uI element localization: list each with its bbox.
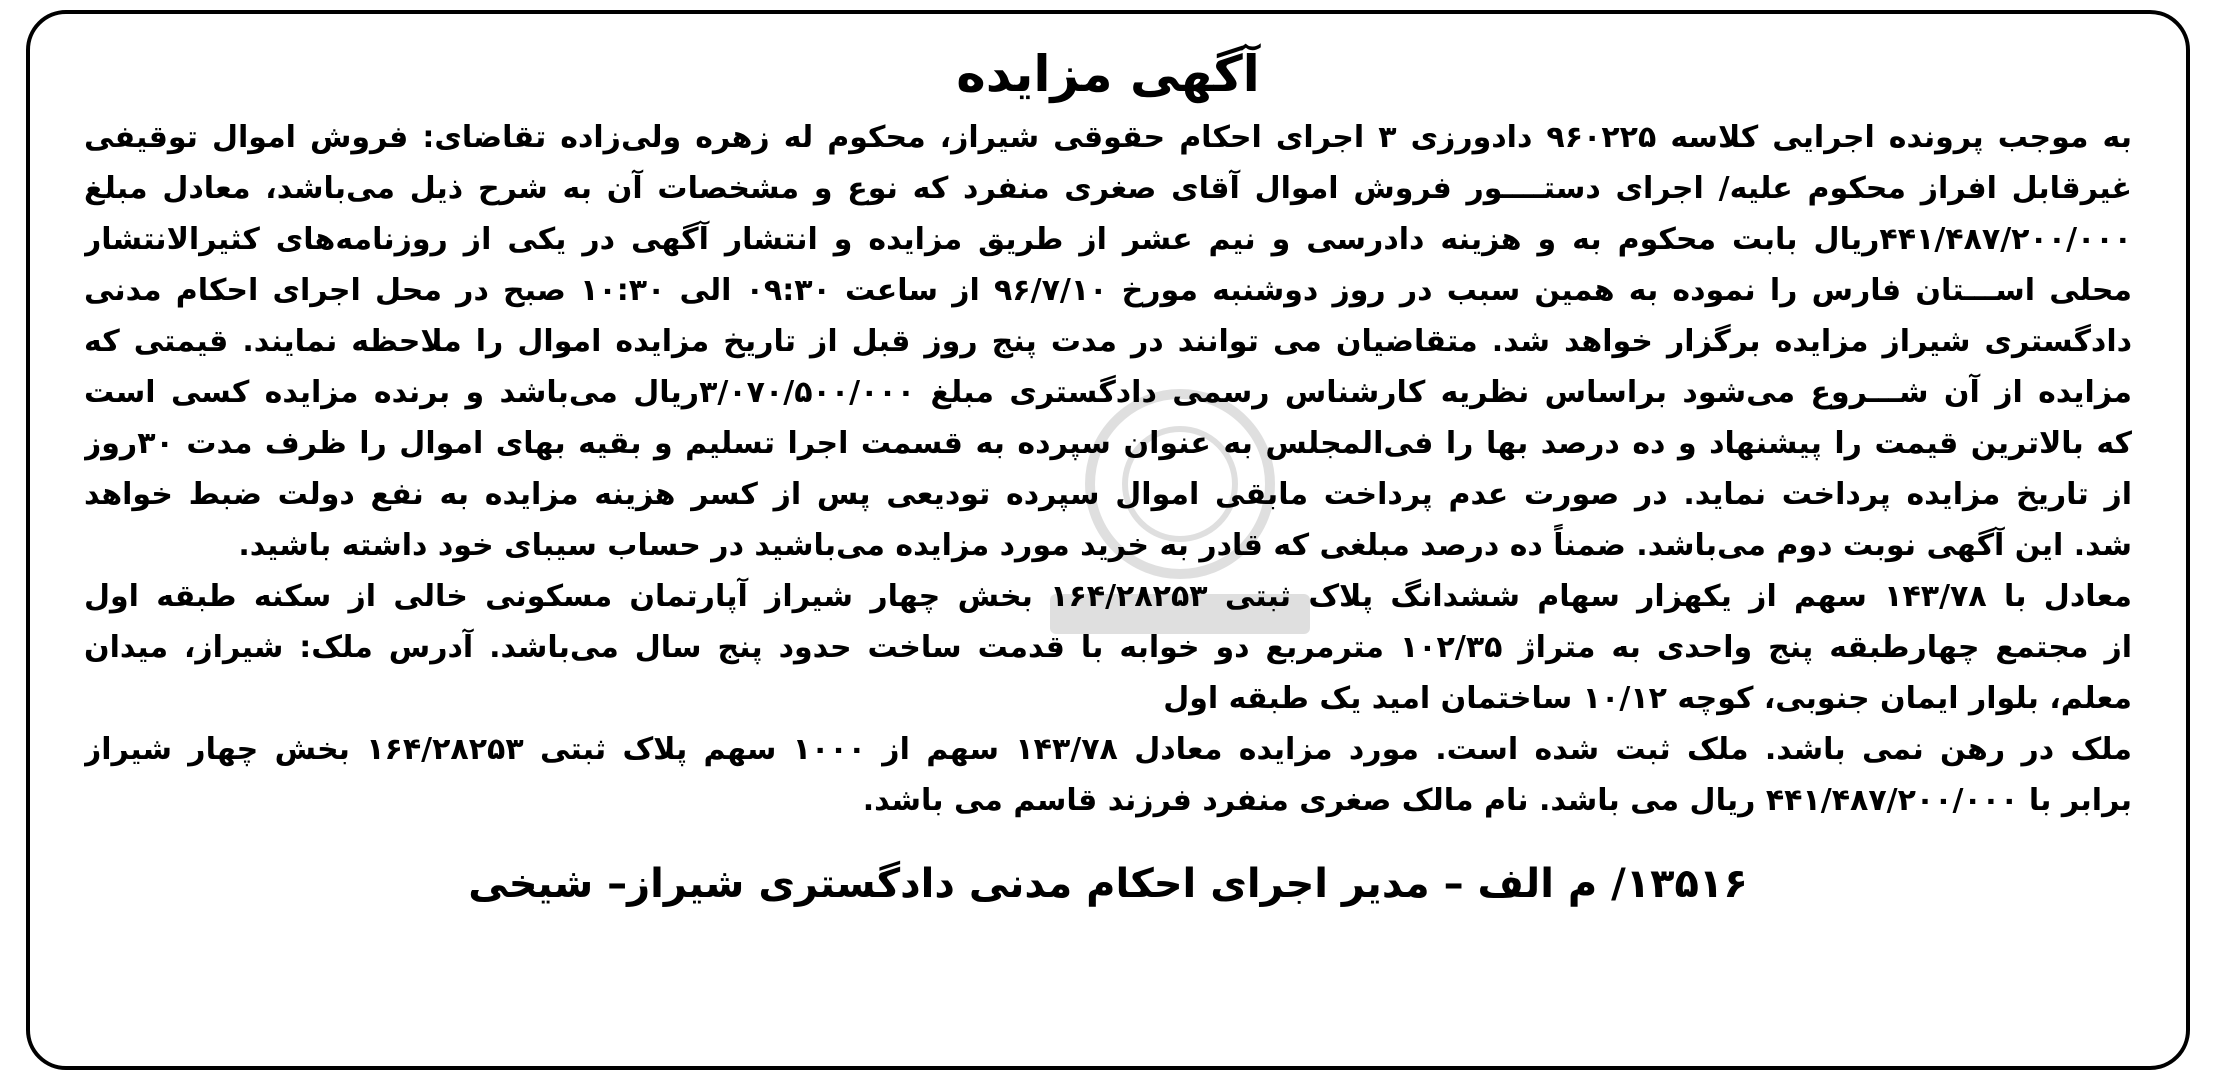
notice-line: غیرقابل افراز محکوم علیه/ اجرای دستــــور فروش اموال آقای صغری منفرد که نوع و مشخصات آن به شرح ذیل می‌باشد، معادل مبلغ — [84, 171, 2132, 206]
notice-line: از تاریخ مزایده پرداخت نماید. در صورت عدم پرداخت مابقی اموال سپرده تودیعی پس از کسر هزینه مزایده به نفع دولت ضبط خواهد — [84, 477, 2132, 512]
notice-line: برابر با ۴۴۱/۴۸۷/۲۰۰/۰۰۰ ریال می باشد. نام مالک صغری منفرد فرزند قاسم می باشد. — [862, 783, 2132, 818]
notice-line: ۴۴۱/۴۸۷/۲۰۰/۰۰۰ریال بابت محکوم به و هزینه دادرسی و نیم عشر از طریق مزایده و انتشار آگهی در یکی از روزنامه‌های کثیرالانتشار — [84, 222, 2132, 257]
notice-line: به موجب پرونده اجرایی کلاسه ۹۶۰۲۲۵ دادورزی ۳ اجرای احکام حقوقی شیراز، محکوم له زهره ولی‌زاده تقاضای: فروش اموال توقیفی — [84, 120, 2132, 155]
notice-line: محلی اســـتان فارس را نموده به همین سبب در روز دوشنبه مورخ ۹۶/۷/۱۰ از ساعت ۰۹:۳۰ الی ۱۰:۳۰ صبح در محل اجرای احکام مدنی — [84, 273, 2132, 308]
notice-line: ملک در رهن نمی باشد. ملک ثبت شده است. مورد مزایده معادل ۱۴۳/۷۸ سهم از ۱۰۰۰ سهم پلاک ثبتی ۱۶۴/۲۸۲۵۳ بخش چهار شیراز — [84, 732, 2132, 767]
notice-line: شد. این آگهی نوبت دوم می‌باشد. ضمناً ده درصد مبلغی که قادر به خرید مورد مزایده می‌باشید در حساب سیبای خود داشته باشید. — [238, 528, 2132, 563]
notice-line: که بالاترین قیمت را پیشنهاد و ده درصد بها را فی‌المجلس به عنوان سپرده به قسمت اجرا تسلیم و بقیه بهای اموال را ظرف مدت ۳۰روز — [84, 426, 2132, 461]
notice-body — [84, 112, 2132, 826]
notice-title: آگهی مزایده — [956, 45, 1260, 103]
notice-line: از مجتمع چهارطبقه پنج واحدی به متراژ ۱۰۲/۳۵ مترمربع دو خوابه با قدمت ساخت حدود پنج سال می‌باشد. آدرس ملک: شیراز، میدان — [84, 630, 2132, 665]
notice-signature: ۱۳۵۱۶/ م الف – مدیر اجرای احکام مدنی دادگستری شیراز– شیخی — [468, 861, 1748, 907]
notice-line: مزایده از آن شـــروع می‌شود براساس نظریه کارشناس رسمی دادگستری مبلغ ۳/۰۷۰/۵۰۰/۰۰۰ریال می‌باشد و برنده مزایده کسی است — [84, 375, 2132, 410]
notice-line: معلم، بلوار ایمان جنوبی، کوچه ۱۰/۱۲ ساختمان امید یک طبقه اول — [1163, 681, 2132, 716]
notice-line: دادگستری شیراز مزایده برگزار خواهد شد. متقاضیان می توانند در مدت پنج روز قبل از تاریخ مزایده اموال را ملاحظه نمایند. قیمتی که — [84, 324, 2132, 359]
notice-frame — [26, 10, 2190, 1070]
notice-line: معادل با ۱۴۳/۷۸ سهم از یکهزار سهام ششدانگ پلاک ثبتی ۱۶۴/۲۸۲۵۳ بخش چهار شیراز آپارتمان مسکونی خالی از سکنه طبقه اول — [84, 579, 2132, 614]
